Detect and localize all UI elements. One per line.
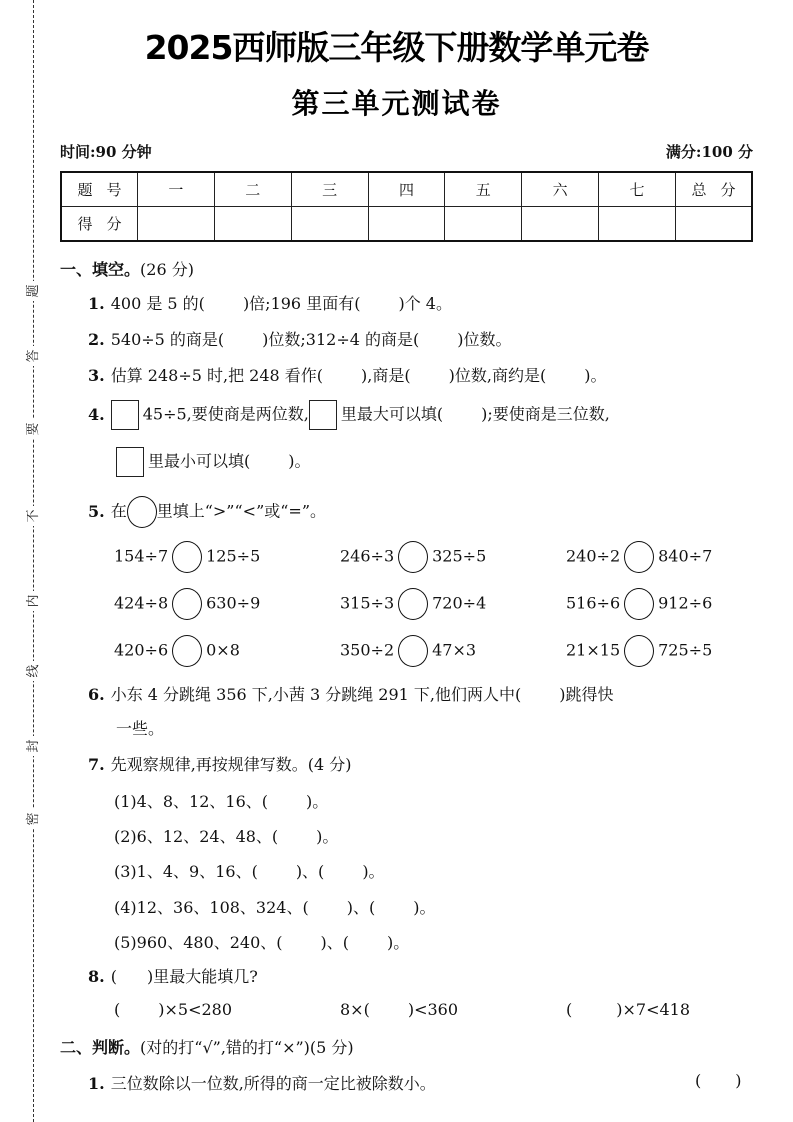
comparison-item: 21×15 725÷5 xyxy=(566,635,712,667)
compare-circle[interactable] xyxy=(624,588,654,620)
compare-circle[interactable] xyxy=(172,588,202,620)
sequence-item: (3)1、4、9、16、( )、( )。 xyxy=(114,862,385,881)
comparison-item: 350÷2 47×3 xyxy=(340,635,476,667)
sequence-item: (5)960、480、240、( )、( )。 xyxy=(114,933,410,952)
page-subtitle: 第三单元测试卷 xyxy=(291,87,502,120)
question-1-7: 7. 先观察规律,再按规律写数。(4 分) xyxy=(88,755,352,774)
score-cell[interactable] xyxy=(368,207,445,242)
score-table-score-row xyxy=(61,207,752,242)
column-header: 六 xyxy=(522,172,599,207)
comparison-item: 424÷8 630÷9 xyxy=(114,588,260,620)
compare-circle[interactable] xyxy=(624,635,654,667)
question-1-6: 6. 小东 4 分跳绳 356 下,小茜 3 分跳绳 291 下,他们两人中( )跳得快 xyxy=(88,685,614,704)
column-header: 二 xyxy=(214,172,291,207)
compare-circle[interactable] xyxy=(172,541,202,573)
binding-char: 线 xyxy=(25,661,43,681)
compare-circle[interactable] xyxy=(398,635,428,667)
binding-char: 内 xyxy=(25,591,43,611)
sequence-item: (1)4、8、12、16、( )。 xyxy=(114,792,329,811)
total-score-cell[interactable] xyxy=(676,207,753,242)
score-label: 得分 xyxy=(61,207,138,242)
question-1-6-cont: 一些。 xyxy=(116,719,165,738)
compare-circle[interactable] xyxy=(172,635,202,667)
comparison-item: 516÷6 912÷6 xyxy=(566,588,712,620)
score-cell[interactable] xyxy=(138,207,215,242)
comparison-item: 315÷3 720÷4 xyxy=(340,588,486,620)
score-cell[interactable] xyxy=(522,207,599,242)
score-cell[interactable] xyxy=(214,207,291,242)
score-table xyxy=(60,171,753,242)
comparison-item: 246÷3 325÷5 xyxy=(340,541,486,573)
column-header: 七 xyxy=(599,172,676,207)
section-1-heading: 一、填空。(26 分) xyxy=(60,260,194,279)
compare-circle[interactable] xyxy=(398,588,428,620)
column-header: 四 xyxy=(368,172,445,207)
digit-box-ref xyxy=(309,400,337,430)
question-1-4-cont: 里最小可以填( )。 xyxy=(116,447,311,477)
question-1-1: 1. 400 是 5 的( )倍;196 里面有( )个 4。 xyxy=(88,294,452,313)
question-1-3: 3. 估算 248÷5 时,把 248 看作( ),商是( )位数,商约是( )。 xyxy=(88,366,607,385)
binding-char: 要 xyxy=(25,419,43,439)
inequality-item: ( )×7<418 xyxy=(566,1000,691,1019)
inequality-item: ( )×5<280 xyxy=(114,1000,233,1019)
inequality-item: 8×( )<360 xyxy=(340,1000,459,1019)
question-number-label: 题号 xyxy=(61,172,138,207)
section-2-heading: 二、判断。(对的打“√”,错的打“×”)(5 分) xyxy=(60,1038,354,1057)
column-header: 一 xyxy=(138,172,215,207)
question-1-8: 8. ( )里最大能填几? xyxy=(88,967,258,986)
binding-char: 封 xyxy=(25,736,43,756)
score-cell[interactable] xyxy=(291,207,368,242)
binding-char: 密 xyxy=(25,809,43,829)
comparison-item: 154÷7 125÷5 xyxy=(114,541,260,573)
score-cell[interactable] xyxy=(599,207,676,242)
digit-box[interactable] xyxy=(111,400,139,430)
comparison-item: 240÷2 840÷7 xyxy=(566,541,712,573)
column-header: 五 xyxy=(445,172,522,207)
time-limit: 时间:90 分钟 xyxy=(60,143,152,161)
column-header: 三 xyxy=(291,172,368,207)
full-score: 满分:100 分 xyxy=(665,143,753,161)
binding-char: 不 xyxy=(25,506,43,526)
compare-circle[interactable] xyxy=(398,541,428,573)
comparison-item: 420÷6 0×8 xyxy=(114,635,240,667)
question-1-5: 5. 在 里填上“>”“<”或“=”。 xyxy=(88,496,326,528)
sequence-item: (4)12、36、108、324、( )、( )。 xyxy=(114,898,436,917)
total-label: 总分 xyxy=(676,172,753,207)
score-table-header-row xyxy=(61,172,752,207)
sequence-item: (2)6、12、24、48、( )。 xyxy=(114,827,339,846)
question-1-4: 4. 45÷5,要使商是两位数, 里最大可以填( );要使商是三位数, xyxy=(88,400,610,430)
score-cell[interactable] xyxy=(445,207,522,242)
compare-circle[interactable] xyxy=(624,541,654,573)
page-title: 2025西师版三年级下册数学单元卷 xyxy=(144,28,649,67)
digit-box-ref xyxy=(116,447,144,477)
binding-char: 答 xyxy=(25,346,43,366)
question-1-2: 2. 540÷5 的商是( )位数;312÷4 的商是( )位数。 xyxy=(88,330,512,349)
judgment-answer-slot[interactable]: ( ) xyxy=(695,1071,742,1090)
question-2-1: 1. 三位数除以一位数,所得的商一定比被除数小。 xyxy=(88,1074,436,1093)
binding-dashed-line xyxy=(33,0,34,1122)
circle-icon xyxy=(127,496,157,528)
binding-char: 题 xyxy=(25,281,43,301)
